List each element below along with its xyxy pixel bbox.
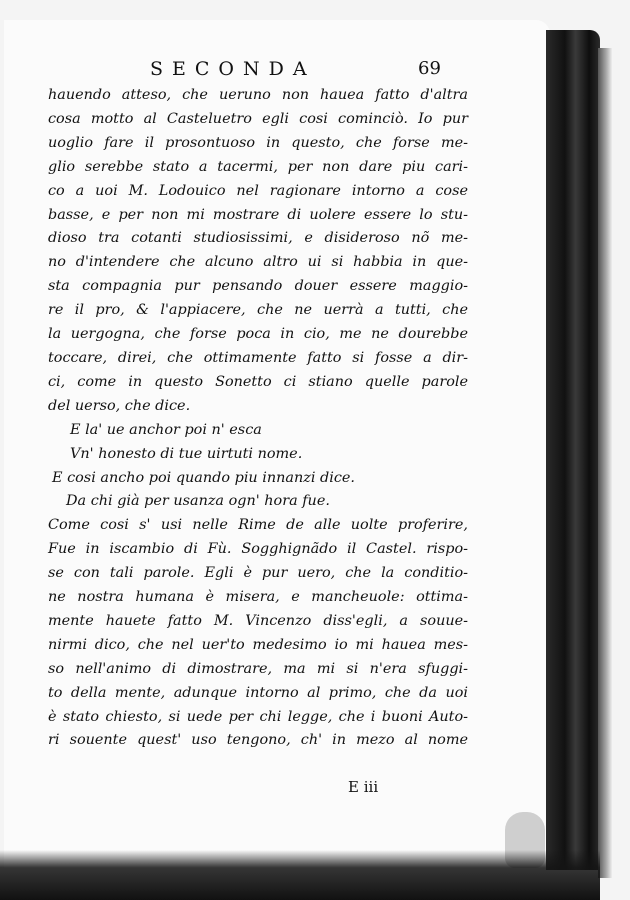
text-line: del uerso, che dice.	[48, 397, 191, 414]
text-line: ne nostra humana è misera, e mancheuole: ottima-	[48, 589, 468, 606]
text-line: se con tali parole. Egli è pur uero, che la conditio-	[48, 565, 468, 582]
text-line: uoglio fare il prosontuoso in questo, che forse me-	[48, 134, 468, 151]
text-line: ci, come in questo Sonetto ci stiano quelle parole	[48, 373, 468, 390]
book-spine-edge	[546, 30, 600, 870]
text-line: so nell'animo di dimostrare, ma mi si n'era sfuggi-	[48, 660, 468, 677]
text-line: basse, e per non mi mostrare di uolere essere lo stu-	[48, 206, 468, 223]
text-line: co a uoi M. Lodouico nel ragionare intorno a cose	[48, 182, 468, 199]
verse-line: E la' ue anchor poi n' esca	[70, 421, 262, 438]
text-line: glio serebbe stato a tacermi, per non dare piu cari-	[48, 158, 468, 175]
text-line: Come cosi s' usi nelle Rime de alle uolte proferire,	[48, 517, 468, 534]
text-line: Fue in iscambio di Fù. Sogghignãdo il Castel. rispo-	[48, 541, 468, 558]
verse-line: Da chi già per usanza ogn' hora fue.	[66, 493, 330, 510]
page-number: 69	[418, 58, 441, 79]
text-line: nirmi dico, che nel uer'to medesimo io mi hauea mes-	[48, 636, 468, 653]
verse-line: E cosi ancho poi quando piu innanzi dice.	[52, 469, 355, 486]
text-line: ri souente quest' uso tengono, ch' in mezo al nome	[48, 732, 468, 749]
text-line: no d'intendere che alcuno altro ui si habbia in que-	[48, 254, 468, 271]
text-line: re il pro, & l'appiacere, che ne uerrà a tutti, che	[48, 302, 468, 319]
verse-line: Vn' honesto di tue uirtuti nome.	[70, 445, 303, 462]
catchword-signature: E iii	[348, 778, 379, 796]
text-line: sta compagnia pur pensando douer essere maggio-	[48, 278, 468, 295]
running-head: SECONDA	[150, 58, 316, 80]
page-stack-edge	[598, 48, 612, 878]
text-line: mente hauete fatto M. Vincenzo diss'egli, a souue-	[48, 612, 468, 629]
page-text	[48, 84, 468, 753]
text-line: dioso tra cotanti studiosissimi, e disideroso nõ me-	[48, 230, 468, 247]
text-line: hauendo atteso, che ueruno non hauea fatto d'altra	[48, 87, 468, 103]
text-line: è stato chiesto, si uede per chi legge, che i buoni Auto-	[48, 708, 468, 725]
text-line: to della mente, adunque intorno al primo, che da uoi	[48, 684, 468, 701]
text-line: cosa motto al Casteluetro egli cosi cominciò. Io pur	[48, 110, 468, 127]
bottom-shadow	[0, 850, 600, 900]
text-line: la uergogna, che forse poca in cio, me ne dourebbe	[48, 326, 468, 343]
text-line: toccare, direi, che ottimamente fatto si fosse a dir-	[48, 349, 468, 366]
